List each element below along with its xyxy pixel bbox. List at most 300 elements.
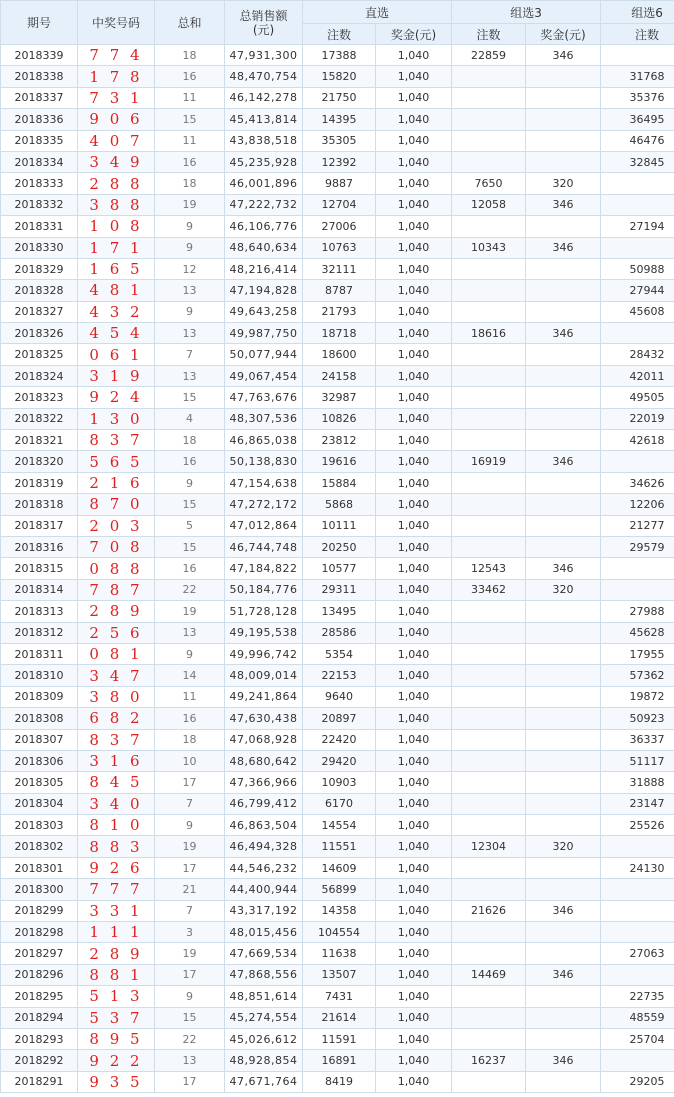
cell-total-sales: 47,154,638 <box>225 472 303 493</box>
cell-sum: 14 <box>155 665 225 686</box>
cell-winning-number: 8 7 0 <box>78 494 155 515</box>
cell-sum: 10 <box>155 750 225 771</box>
cell-group3-prize <box>526 301 601 322</box>
cell-group6-count: 29579 <box>601 536 674 557</box>
cell-direct-count: 21750 <box>303 87 376 108</box>
cell-direct-prize: 1,040 <box>376 494 452 515</box>
cell-group3-count: 7650 <box>452 173 526 194</box>
cell-direct-prize: 1,040 <box>376 194 452 215</box>
cell-group3-count: 18616 <box>452 323 526 344</box>
cell-sum: 9 <box>155 301 225 322</box>
cell-sum: 9 <box>155 986 225 1007</box>
cell-winning-number: 9 2 6 <box>78 857 155 878</box>
cell-direct-count: 15820 <box>303 66 376 87</box>
header-group6: 组选6 <box>601 1 674 24</box>
cell-group3-prize <box>526 772 601 793</box>
cell-winning-number: 7 3 1 <box>78 87 155 108</box>
cell-group3-count <box>452 986 526 1007</box>
cell-group6-count <box>601 964 674 985</box>
cell-total-sales: 47,630,438 <box>225 708 303 729</box>
cell-winning-number: 9 3 5 <box>78 1071 155 1092</box>
table-row <box>1 408 674 429</box>
cell-sum: 18 <box>155 430 225 451</box>
table-row <box>1 943 674 964</box>
cell-group3-count <box>452 1028 526 1049</box>
cell-direct-prize: 1,040 <box>376 836 452 857</box>
cell-period: 2018327 <box>1 301 78 322</box>
cell-total-sales: 45,413,814 <box>225 109 303 130</box>
cell-sum: 17 <box>155 964 225 985</box>
cell-direct-prize: 1,040 <box>376 964 452 985</box>
cell-direct-count: 18600 <box>303 344 376 365</box>
cell-direct-count: 35305 <box>303 130 376 151</box>
cell-direct-prize: 1,040 <box>376 793 452 814</box>
cell-group3-prize: 320 <box>526 836 601 857</box>
cell-total-sales: 49,241,864 <box>225 686 303 707</box>
cell-direct-count: 10111 <box>303 515 376 536</box>
cell-direct-prize: 1,040 <box>376 430 452 451</box>
cell-sum: 9 <box>155 237 225 258</box>
cell-winning-number: 1 0 8 <box>78 216 155 237</box>
table-row <box>1 986 674 1007</box>
cell-direct-count: 8787 <box>303 280 376 301</box>
cell-winning-number: 3 4 0 <box>78 793 155 814</box>
cell-group3-count <box>452 301 526 322</box>
cell-winning-number: 8 8 1 <box>78 964 155 985</box>
cell-winning-number: 7 8 7 <box>78 579 155 600</box>
header-period: 期号 <box>1 1 78 45</box>
cell-sum: 9 <box>155 216 225 237</box>
cell-group6-count: 22735 <box>601 986 674 1007</box>
cell-total-sales: 48,307,536 <box>225 408 303 429</box>
cell-group3-count <box>452 708 526 729</box>
cell-group6-count: 27988 <box>601 601 674 622</box>
cell-direct-count: 14395 <box>303 109 376 130</box>
cell-winning-number: 3 1 9 <box>78 365 155 386</box>
cell-sum: 11 <box>155 686 225 707</box>
cell-period: 2018338 <box>1 66 78 87</box>
cell-group3-count <box>452 665 526 686</box>
cell-group6-count: 24130 <box>601 857 674 878</box>
cell-direct-prize: 1,040 <box>376 365 452 386</box>
cell-group6-count: 34626 <box>601 472 674 493</box>
cell-total-sales: 45,235,928 <box>225 151 303 172</box>
cell-direct-count: 14609 <box>303 857 376 878</box>
cell-winning-number: 9 2 2 <box>78 1050 155 1071</box>
table-row <box>1 45 674 66</box>
cell-sum: 16 <box>155 708 225 729</box>
cell-sum: 19 <box>155 836 225 857</box>
cell-group3-count <box>452 1007 526 1028</box>
cell-group3-count <box>452 258 526 279</box>
table-row <box>1 130 674 151</box>
cell-sum: 9 <box>155 472 225 493</box>
cell-group6-count: 35376 <box>601 87 674 108</box>
cell-period: 2018307 <box>1 729 78 750</box>
table-row <box>1 665 674 686</box>
cell-period: 2018306 <box>1 750 78 771</box>
table-row <box>1 922 674 943</box>
cell-direct-count: 12392 <box>303 151 376 172</box>
cell-group6-count: 42618 <box>601 430 674 451</box>
cell-group3-count <box>452 622 526 643</box>
cell-group3-count <box>452 387 526 408</box>
cell-direct-prize: 1,040 <box>376 323 452 344</box>
cell-direct-prize: 1,040 <box>376 900 452 921</box>
cell-direct-count: 12704 <box>303 194 376 215</box>
cell-direct-prize: 1,040 <box>376 558 452 579</box>
table-row <box>1 536 674 557</box>
cell-group6-count <box>601 922 674 943</box>
cell-group3-count <box>452 216 526 237</box>
cell-period: 2018320 <box>1 451 78 472</box>
cell-direct-count: 11551 <box>303 836 376 857</box>
cell-period: 2018302 <box>1 836 78 857</box>
table-row <box>1 173 674 194</box>
cell-group3-prize <box>526 922 601 943</box>
cell-period: 2018316 <box>1 536 78 557</box>
cell-group3-prize <box>526 430 601 451</box>
cell-group6-count <box>601 45 674 66</box>
cell-period: 2018293 <box>1 1028 78 1049</box>
cell-group3-count <box>452 772 526 793</box>
table-row <box>1 237 674 258</box>
cell-direct-prize: 1,040 <box>376 686 452 707</box>
cell-total-sales: 47,763,676 <box>225 387 303 408</box>
cell-group6-count: 23147 <box>601 793 674 814</box>
cell-sum: 18 <box>155 173 225 194</box>
cell-total-sales: 48,470,754 <box>225 66 303 87</box>
cell-direct-count: 11638 <box>303 943 376 964</box>
cell-direct-count: 18718 <box>303 323 376 344</box>
cell-sum: 15 <box>155 109 225 130</box>
cell-group3-count <box>452 729 526 750</box>
cell-sum: 11 <box>155 130 225 151</box>
cell-total-sales: 46,744,748 <box>225 536 303 557</box>
cell-group6-count: 46476 <box>601 130 674 151</box>
cell-winning-number: 2 8 8 <box>78 173 155 194</box>
cell-total-sales: 47,868,556 <box>225 964 303 985</box>
cell-direct-count: 9887 <box>303 173 376 194</box>
cell-group6-count: 45628 <box>601 622 674 643</box>
cell-direct-count: 22153 <box>303 665 376 686</box>
cell-direct-prize: 1,040 <box>376 643 452 664</box>
cell-total-sales: 48,680,642 <box>225 750 303 771</box>
table-row <box>1 280 674 301</box>
cell-sum: 13 <box>155 365 225 386</box>
cell-total-sales: 47,931,300 <box>225 45 303 66</box>
cell-period: 2018299 <box>1 900 78 921</box>
cell-group3-prize <box>526 494 601 515</box>
cell-period: 2018335 <box>1 130 78 151</box>
cell-group3-count: 10343 <box>452 237 526 258</box>
cell-winning-number: 8 8 3 <box>78 836 155 857</box>
cell-sum: 12 <box>155 258 225 279</box>
cell-group6-count: 51117 <box>601 750 674 771</box>
cell-total-sales: 46,863,504 <box>225 815 303 836</box>
cell-group3-prize <box>526 708 601 729</box>
table-row <box>1 109 674 130</box>
cell-winning-number: 3 1 6 <box>78 750 155 771</box>
cell-winning-number: 0 8 8 <box>78 558 155 579</box>
cell-group6-count: 31768 <box>601 66 674 87</box>
cell-total-sales: 46,494,328 <box>225 836 303 857</box>
cell-direct-prize: 1,040 <box>376 87 452 108</box>
cell-direct-prize: 1,040 <box>376 216 452 237</box>
cell-total-sales: 45,274,554 <box>225 1007 303 1028</box>
cell-direct-prize: 1,040 <box>376 173 452 194</box>
cell-direct-count: 32111 <box>303 258 376 279</box>
cell-direct-prize: 1,040 <box>376 258 452 279</box>
cell-total-sales: 47,068,928 <box>225 729 303 750</box>
cell-total-sales: 49,996,742 <box>225 643 303 664</box>
table-row <box>1 451 674 472</box>
cell-winning-number: 4 5 4 <box>78 323 155 344</box>
cell-group6-count <box>601 194 674 215</box>
cell-group3-count <box>452 344 526 365</box>
table-row <box>1 365 674 386</box>
table-row <box>1 323 674 344</box>
cell-direct-prize: 1,040 <box>376 130 452 151</box>
cell-sum: 4 <box>155 408 225 429</box>
cell-group6-count: 42011 <box>601 365 674 386</box>
cell-direct-count: 29420 <box>303 750 376 771</box>
cell-direct-prize: 1,040 <box>376 45 452 66</box>
cell-group3-prize: 346 <box>526 964 601 985</box>
cell-sum: 16 <box>155 451 225 472</box>
cell-direct-prize: 1,040 <box>376 772 452 793</box>
cell-group3-prize <box>526 793 601 814</box>
table-row <box>1 772 674 793</box>
cell-group6-count: 45608 <box>601 301 674 322</box>
header-group3: 组选3 <box>452 1 601 24</box>
cell-winning-number: 0 8 1 <box>78 643 155 664</box>
cell-period: 2018298 <box>1 922 78 943</box>
cell-period: 2018337 <box>1 87 78 108</box>
cell-total-sales: 44,546,232 <box>225 857 303 878</box>
cell-direct-prize: 1,040 <box>376 708 452 729</box>
cell-group3-count <box>452 430 526 451</box>
cell-group6-count: 27944 <box>601 280 674 301</box>
cell-direct-count: 19616 <box>303 451 376 472</box>
cell-sum: 9 <box>155 643 225 664</box>
cell-total-sales: 47,366,966 <box>225 772 303 793</box>
cell-group6-count: 17955 <box>601 643 674 664</box>
cell-direct-count: 7431 <box>303 986 376 1007</box>
cell-period: 2018304 <box>1 793 78 814</box>
cell-sum: 15 <box>155 494 225 515</box>
cell-group6-count <box>601 879 674 900</box>
cell-total-sales: 47,222,732 <box>225 194 303 215</box>
cell-direct-count: 15884 <box>303 472 376 493</box>
cell-group6-count <box>601 900 674 921</box>
cell-sum: 19 <box>155 194 225 215</box>
cell-winning-number: 3 8 0 <box>78 686 155 707</box>
cell-group6-count <box>601 836 674 857</box>
cell-winning-number: 2 8 9 <box>78 943 155 964</box>
cell-period: 2018296 <box>1 964 78 985</box>
cell-total-sales: 50,184,776 <box>225 579 303 600</box>
cell-group3-prize <box>526 258 601 279</box>
table-row <box>1 815 674 836</box>
cell-group3-prize <box>526 66 601 87</box>
cell-group3-prize: 346 <box>526 194 601 215</box>
cell-group3-prize <box>526 387 601 408</box>
table-row <box>1 686 674 707</box>
cell-group6-count: 22019 <box>601 408 674 429</box>
cell-winning-number: 3 4 9 <box>78 151 155 172</box>
cell-period: 2018317 <box>1 515 78 536</box>
cell-direct-prize: 1,040 <box>376 750 452 771</box>
cell-group3-count: 21626 <box>452 900 526 921</box>
cell-winning-number: 1 1 1 <box>78 922 155 943</box>
cell-direct-prize: 1,040 <box>376 815 452 836</box>
cell-sum: 18 <box>155 729 225 750</box>
cell-direct-prize: 1,040 <box>376 472 452 493</box>
cell-group6-count: 27063 <box>601 943 674 964</box>
header-direct: 直选 <box>303 1 452 24</box>
cell-period: 2018334 <box>1 151 78 172</box>
cell-group6-count: 50923 <box>601 708 674 729</box>
cell-group3-count <box>452 1071 526 1092</box>
cell-sum: 13 <box>155 280 225 301</box>
cell-winning-number: 1 7 1 <box>78 237 155 258</box>
cell-winning-number: 7 0 8 <box>78 536 155 557</box>
cell-direct-prize: 1,040 <box>376 579 452 600</box>
header-total-sales-label: 总销售额 <box>239 8 288 23</box>
cell-period: 2018305 <box>1 772 78 793</box>
table-row <box>1 558 674 579</box>
cell-direct-prize: 1,040 <box>376 729 452 750</box>
cell-total-sales: 50,138,830 <box>225 451 303 472</box>
cell-direct-prize: 1,040 <box>376 344 452 365</box>
cell-group3-count: 12543 <box>452 558 526 579</box>
cell-period: 2018322 <box>1 408 78 429</box>
cell-group3-prize <box>526 365 601 386</box>
cell-sum: 11 <box>155 87 225 108</box>
cell-group6-count: 31888 <box>601 772 674 793</box>
cell-period: 2018315 <box>1 558 78 579</box>
cell-period: 2018330 <box>1 237 78 258</box>
cell-group6-count: 28432 <box>601 344 674 365</box>
cell-group6-count: 36495 <box>601 109 674 130</box>
cell-period: 2018319 <box>1 472 78 493</box>
cell-group3-prize <box>526 109 601 130</box>
cell-sum: 3 <box>155 922 225 943</box>
cell-direct-count: 9640 <box>303 686 376 707</box>
cell-group3-prize: 346 <box>526 237 601 258</box>
table-row <box>1 216 674 237</box>
cell-group3-prize: 346 <box>526 558 601 579</box>
cell-group3-count: 12304 <box>452 836 526 857</box>
cell-period: 2018300 <box>1 879 78 900</box>
cell-group3-count <box>452 515 526 536</box>
table-row <box>1 1071 674 1092</box>
cell-period: 2018313 <box>1 601 78 622</box>
cell-winning-number: 2 5 6 <box>78 622 155 643</box>
cell-group3-count: 12058 <box>452 194 526 215</box>
cell-period: 2018311 <box>1 643 78 664</box>
cell-group3-prize <box>526 344 601 365</box>
cell-group3-count: 16237 <box>452 1050 526 1071</box>
table-row <box>1 344 674 365</box>
cell-direct-prize: 1,040 <box>376 622 452 643</box>
cell-winning-number: 8 9 5 <box>78 1028 155 1049</box>
table-body <box>1 45 674 1093</box>
cell-group6-count <box>601 237 674 258</box>
cell-winning-number: 0 6 1 <box>78 344 155 365</box>
cell-direct-count: 21793 <box>303 301 376 322</box>
cell-group6-count: 27194 <box>601 216 674 237</box>
cell-direct-prize: 1,040 <box>376 601 452 622</box>
cell-total-sales: 43,317,192 <box>225 900 303 921</box>
cell-sum: 17 <box>155 772 225 793</box>
cell-sum: 22 <box>155 1028 225 1049</box>
cell-group3-prize <box>526 151 601 172</box>
cell-group3-prize <box>526 280 601 301</box>
cell-group3-count <box>452 151 526 172</box>
cell-total-sales: 49,643,258 <box>225 301 303 322</box>
table-row <box>1 879 674 900</box>
cell-group6-count <box>601 173 674 194</box>
cell-group3-count <box>452 793 526 814</box>
cell-direct-count: 10826 <box>303 408 376 429</box>
cell-direct-count: 24158 <box>303 365 376 386</box>
cell-sum: 22 <box>155 579 225 600</box>
header-sum: 总和 <box>155 1 225 45</box>
cell-winning-number: 5 1 3 <box>78 986 155 1007</box>
cell-group6-count: 19872 <box>601 686 674 707</box>
cell-direct-count: 14358 <box>303 900 376 921</box>
cell-period: 2018309 <box>1 686 78 707</box>
cell-group6-count: 29205 <box>601 1071 674 1092</box>
cell-winning-number: 3 8 8 <box>78 194 155 215</box>
cell-direct-count: 11591 <box>303 1028 376 1049</box>
cell-total-sales: 49,067,454 <box>225 365 303 386</box>
cell-direct-count: 28586 <box>303 622 376 643</box>
cell-sum: 17 <box>155 857 225 878</box>
cell-group3-count <box>452 408 526 429</box>
cell-winning-number: 3 4 7 <box>78 665 155 686</box>
cell-direct-count: 21614 <box>303 1007 376 1028</box>
cell-group3-prize: 320 <box>526 173 601 194</box>
cell-total-sales: 47,012,864 <box>225 515 303 536</box>
cell-group3-count <box>452 643 526 664</box>
cell-total-sales: 44,400,944 <box>225 879 303 900</box>
cell-period: 2018301 <box>1 857 78 878</box>
cell-group3-count <box>452 365 526 386</box>
cell-group3-prize <box>526 665 601 686</box>
table-row <box>1 708 674 729</box>
cell-winning-number: 8 3 7 <box>78 430 155 451</box>
cell-total-sales: 48,009,014 <box>225 665 303 686</box>
cell-sum: 15 <box>155 536 225 557</box>
cell-period: 2018333 <box>1 173 78 194</box>
cell-period: 2018339 <box>1 45 78 66</box>
cell-group3-prize <box>526 1071 601 1092</box>
cell-group3-prize <box>526 408 601 429</box>
table-row <box>1 87 674 108</box>
cell-total-sales: 49,195,538 <box>225 622 303 643</box>
table-row <box>1 750 674 771</box>
cell-direct-count: 16891 <box>303 1050 376 1071</box>
cell-direct-prize: 1,040 <box>376 280 452 301</box>
cell-direct-count: 6170 <box>303 793 376 814</box>
cell-direct-count: 10577 <box>303 558 376 579</box>
cell-total-sales: 46,865,038 <box>225 430 303 451</box>
table-row <box>1 1007 674 1028</box>
cell-period: 2018323 <box>1 387 78 408</box>
